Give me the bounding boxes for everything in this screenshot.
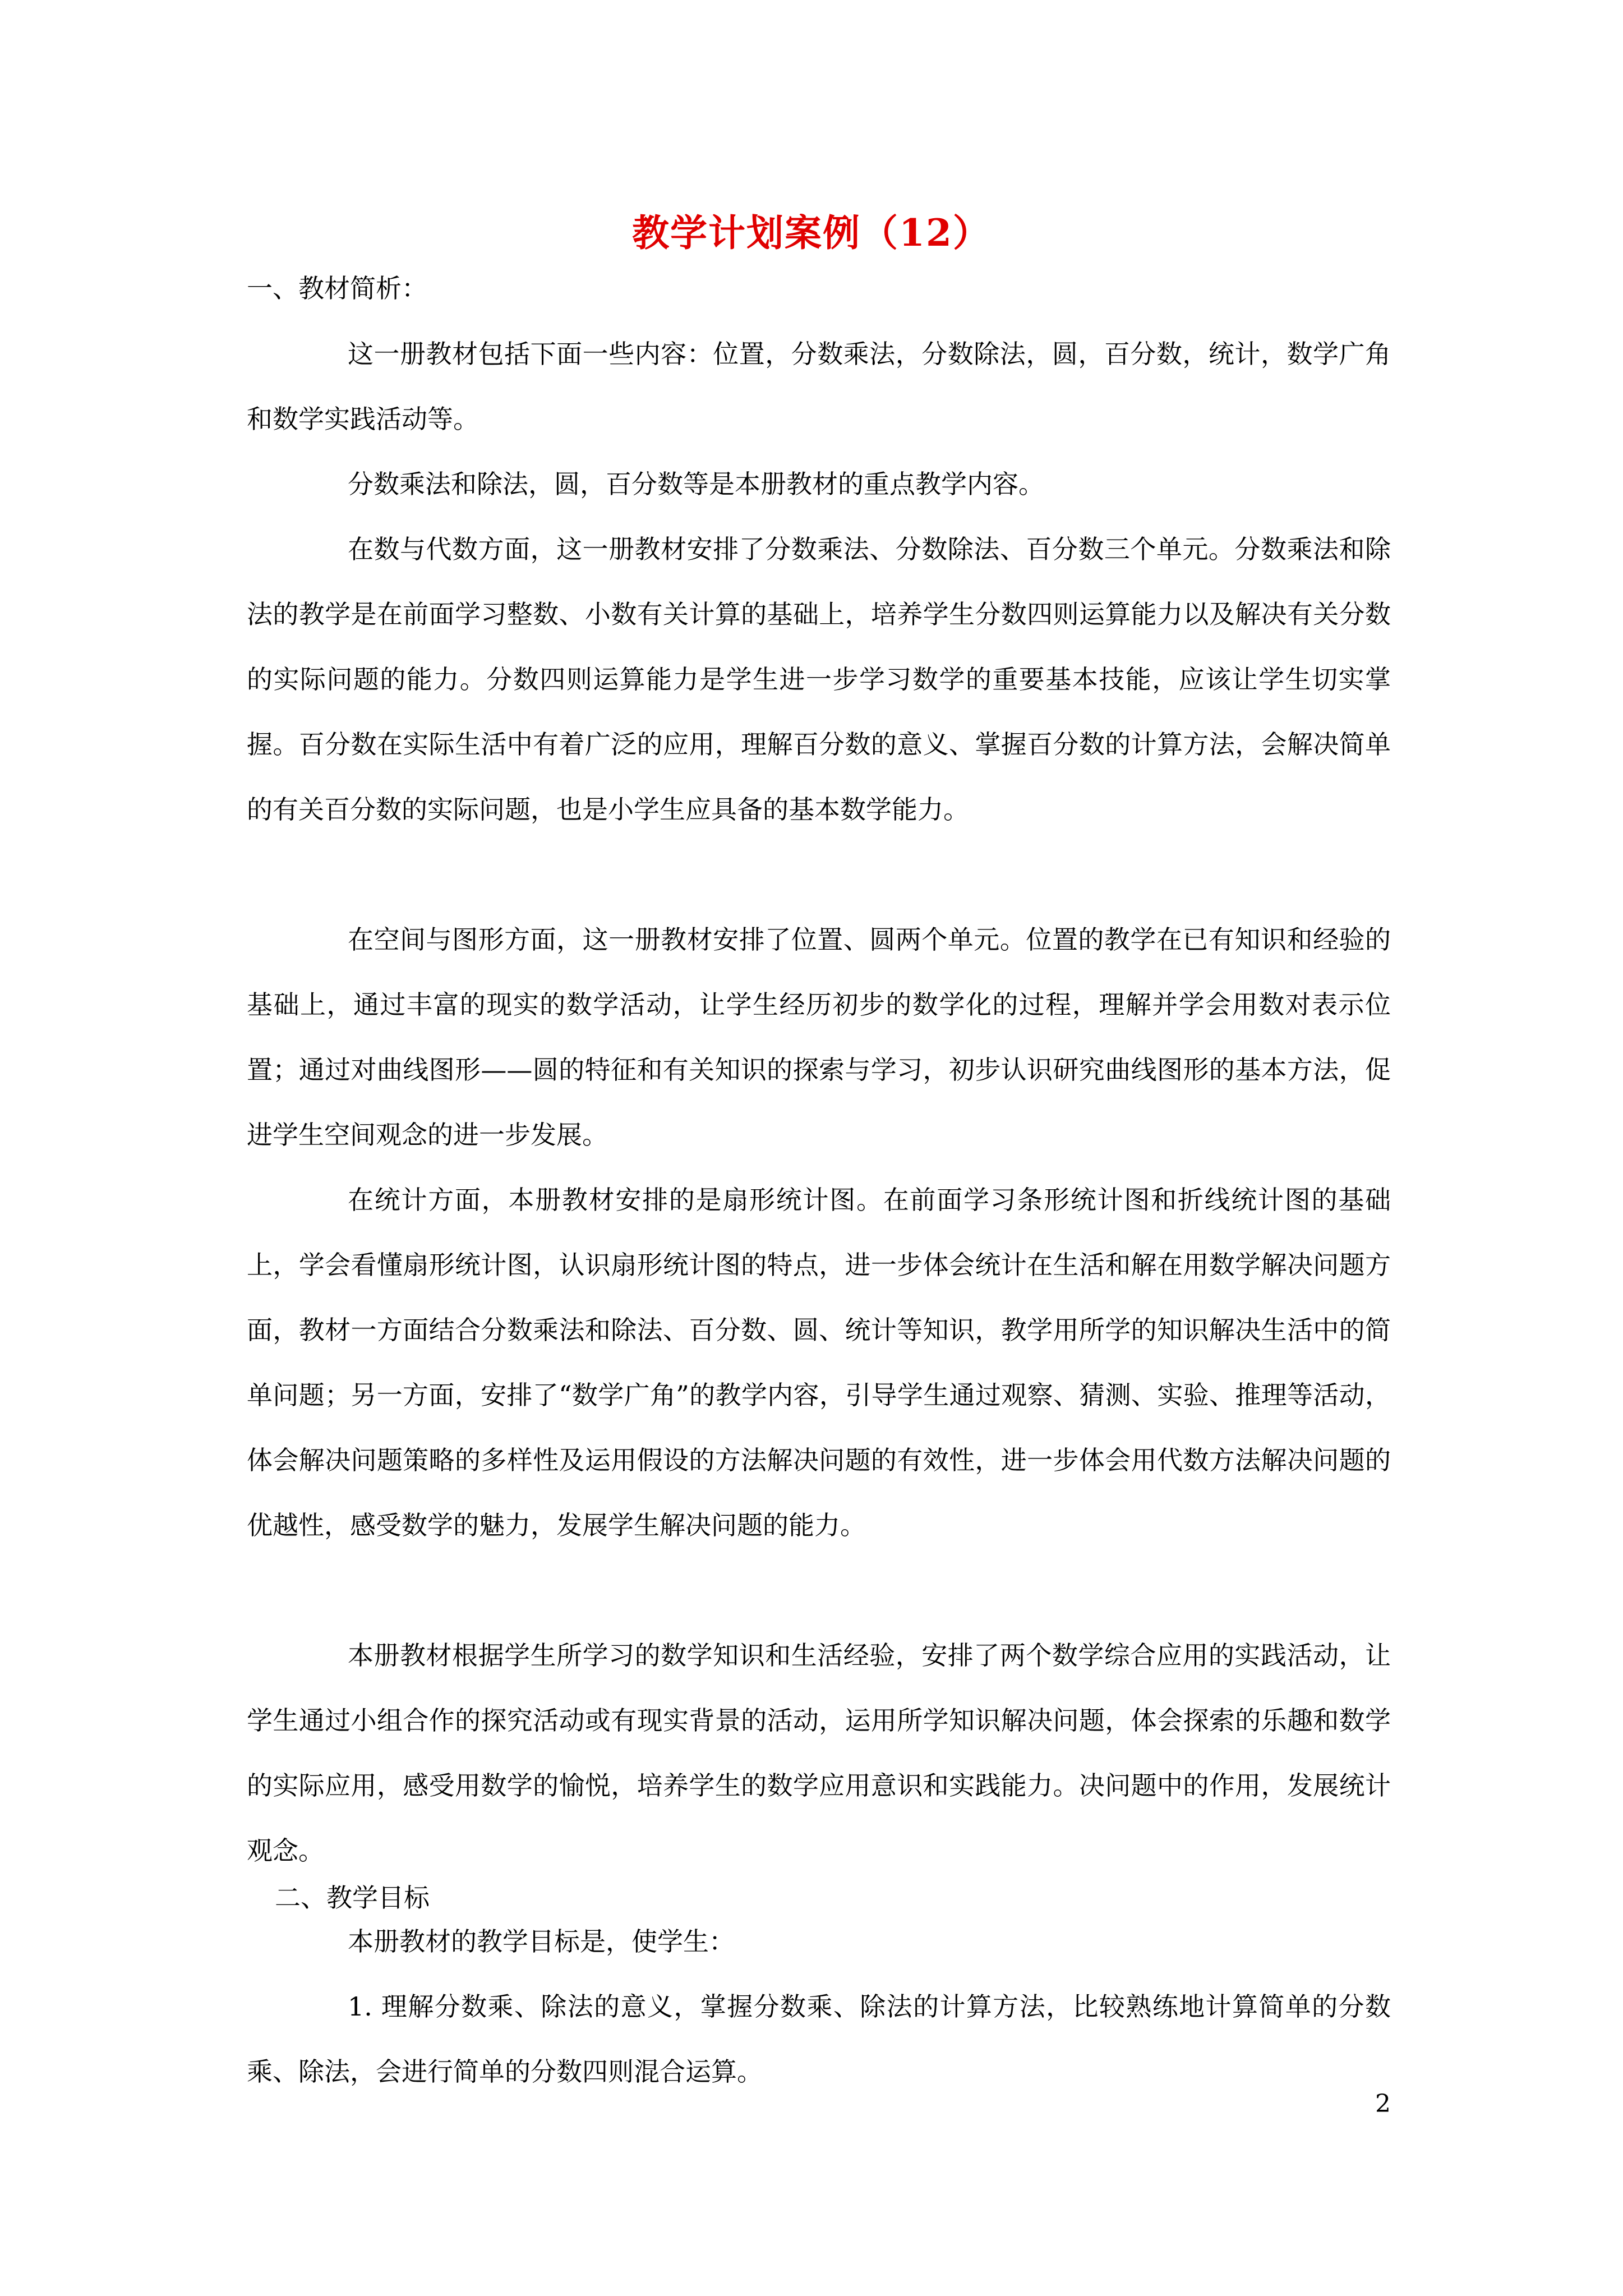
paragraph-practice-activities: 本册教材根据学生所学习的数学知识和生活经验，安排了两个数学综合应用的实践活动，让学生通过小组合作的探究活动或有现实背景的活动，运用所学知识解决问题，体会探索的乐趣和数学的实际应用，感受用数学的愉悦，培养学生的数学应用意识和实践能力。决问题中的作用，发展统计观念。 bbox=[247, 1640, 1391, 1866]
paragraph-space-geometry: 在空间与图形方面，这一册教材安排了位置、圆两个单元。位置的教学在已有知识和经验的基础上，通过丰富的现实的数学活动，让学生经历初步的数学化的过程，理解并学会用数对表示位置；通过对曲线图形——圆的特征和有关知识的探索与学习，初步认识研究曲线图形的基本方法，促进学生空间观念的进一步发展。 bbox=[247, 924, 1391, 1150]
page-title: 教学计划案例（12） bbox=[632, 211, 991, 255]
paragraph-goals-intro: 本册教材的教学目标是，使学生： bbox=[348, 1926, 735, 1957]
paragraph-contents-overview: 这一册教材包括下面一些内容：位置，分数乘法，分数除法，圆，百分数，统计，数学广角和数学实践活动等。 bbox=[247, 339, 1391, 434]
section-heading-teaching-goals: 二、教学目标 bbox=[275, 1883, 430, 1913]
paragraph-goal-1: 1. 理解分数乘、除法的意义，掌握分数乘、除法的计算方法，比较熟练地计算简单的分数乘、除法，会进行简单的分数四则混合运算。 bbox=[247, 1991, 1391, 2087]
section-heading-textbook-analysis: 一、教材简析： bbox=[247, 273, 427, 303]
paragraph-key-content: 分数乘法和除法，圆，百分数等是本册教材的重点教学内容。 bbox=[348, 469, 1044, 499]
paragraph-statistics: 在统计方面，本册教材安排的是扇形统计图。在前面学习条形统计图和折线统计图的基础上，学会看懂扇形统计图，认识扇形统计图的特点，进一步体会统计在生活和解在用数学解决问题方面，教材一方面结合分数乘法和除法、百分数、圆、统计等知识，教学用所学的知识解决生活中的简单问题；另一方面，安排了“数学广角”的教学内容，引导学生通过观察、猜测、实验、推理等活动，体会解决问题策略的多样性及运用假设的方法解决问题的有效性，进一步体会用代数方法解决问题的优越性，感受数学的魅力，发展学生解决问题的能力。 bbox=[247, 1185, 1391, 1540]
page-number: 2 bbox=[1375, 2090, 1391, 2118]
paragraph-number-algebra: 在数与代数方面，这一册教材安排了分数乘法、分数除法、百分数三个单元。分数乘法和除法的教学是在前面学习整数、小数有关计算的基础上，培养学生分数四则运算能力以及解决有关分数的实际问题的能力。分数四则运算能力是学生进一步学习数学的重要基本技能，应该让学生切实掌握。百分数在实际生活中有着广泛的应用，理解百分数的意义、掌握百分数的计算方法，会解决简单的有关百分数的实际问题，也是小学生应具备的基本数学能力。 bbox=[247, 534, 1391, 825]
